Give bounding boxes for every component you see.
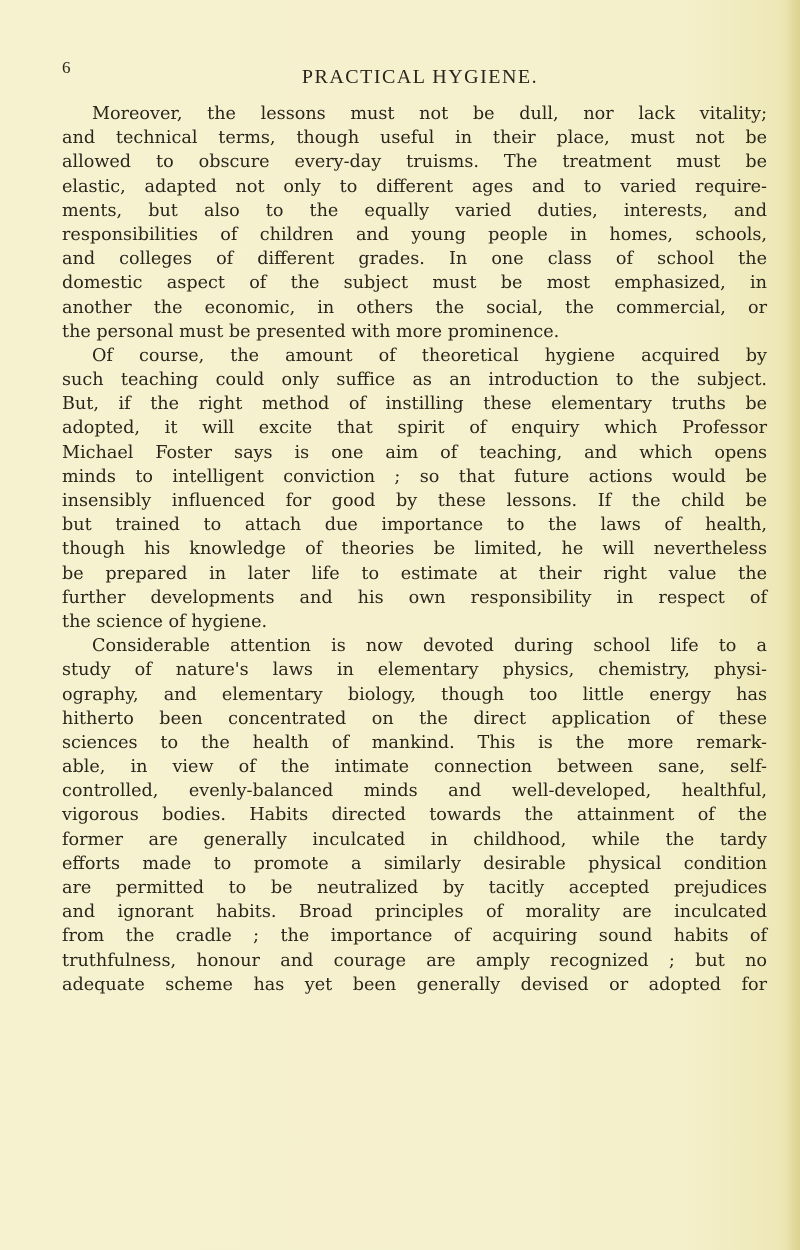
text-line: controlled, evenly-balanced minds and well-developed, healthful, bbox=[62, 781, 767, 802]
text-line: responsibilities of children and young people in homes, schools, bbox=[62, 224, 767, 245]
text-line: the science of hygiene. bbox=[62, 611, 268, 632]
page-number: 6 bbox=[62, 58, 71, 77]
text-line: sciences to the health of mankind. This is the more remark- bbox=[62, 732, 767, 753]
text-line: truthfulness, honour and courage are amply recognized ; but no bbox=[62, 950, 767, 971]
text-line: minds to intelligent conviction ; so that future actions would be bbox=[62, 466, 767, 487]
text-line: efforts made to promote a similarly desirable physical condition bbox=[62, 853, 767, 874]
text-line: another the economic, in others the social, the commercial, or bbox=[62, 297, 767, 318]
text-line: from the cradle ; the importance of acquiring sound habits of bbox=[62, 926, 767, 947]
text-line: insensibly influenced for good by these lessons. If the child be bbox=[62, 491, 767, 511]
text-line: hitherto been concentrated on the direct application of these bbox=[62, 708, 767, 729]
text-line: domestic aspect of the subject must be most emphasized, in bbox=[62, 273, 767, 294]
text-line: are permitted to be neutralized by tacitly accepted prejudices bbox=[62, 878, 767, 898]
text-line: Moreover, the lessons must not be dull, nor lack vitality; bbox=[92, 104, 767, 124]
text-line: though his knowledge of theories be limited, he will nevertheless bbox=[62, 539, 767, 560]
text-line: allowed to obscure every-day truisms. The treatment must be bbox=[62, 152, 767, 173]
page-edge-shadow bbox=[786, 0, 800, 1250]
text-line: the personal must be presented with more prominence. bbox=[62, 321, 560, 342]
text-line: study of nature's laws in elementary physics, chemistry, physi- bbox=[62, 660, 767, 681]
text-line: Of course, the amount of theoretical hygiene acquired by bbox=[92, 345, 767, 366]
text-line: ments, but also to the equally varied duties, interests, and bbox=[62, 200, 767, 221]
running-title: PRACTICAL HYGIENE. bbox=[301, 66, 539, 88]
text-line: further developments and his own responsibility in respect of bbox=[62, 587, 767, 608]
text-line: be prepared in later life to estimate at their right value the bbox=[62, 563, 767, 584]
text-line: but trained to attach due importance to the laws of health, bbox=[62, 515, 767, 536]
text-line: such teaching could only suffice as an introduction to the subject. bbox=[62, 370, 767, 391]
text-line: and technical terms, though useful in their place, must not be bbox=[62, 128, 767, 149]
text-line: adopted, it will excite that spirit of enquiry which Professor bbox=[62, 418, 767, 439]
text-line: ography, and elementary biology, though too little energy has bbox=[62, 684, 767, 705]
text-line: vigorous bodies. Habits directed towards the attainment of the bbox=[62, 805, 767, 826]
text-line: Michael Foster says is one aim of teaching, and which opens bbox=[62, 442, 767, 463]
text-line: elastic, adapted not only to different ages and to varied require- bbox=[62, 176, 767, 197]
text-line: former are generally inculcated in childhood, while the tardy bbox=[62, 829, 767, 850]
text-line: adequate scheme has yet been generally devised or adopted for bbox=[62, 974, 767, 995]
text-line: and ignorant habits. Broad principles of morality are inculcated bbox=[62, 902, 767, 923]
text-line: able, in view of the intimate connection between sane, self- bbox=[62, 757, 767, 778]
body-text bbox=[62, 102, 767, 997]
text-line: Considerable attention is now devoted during school life to a bbox=[92, 636, 767, 657]
text-line: But, if the right method of instilling these elementary truths be bbox=[62, 394, 767, 415]
text-line: and colleges of different grades. In one class of school the bbox=[62, 249, 767, 270]
